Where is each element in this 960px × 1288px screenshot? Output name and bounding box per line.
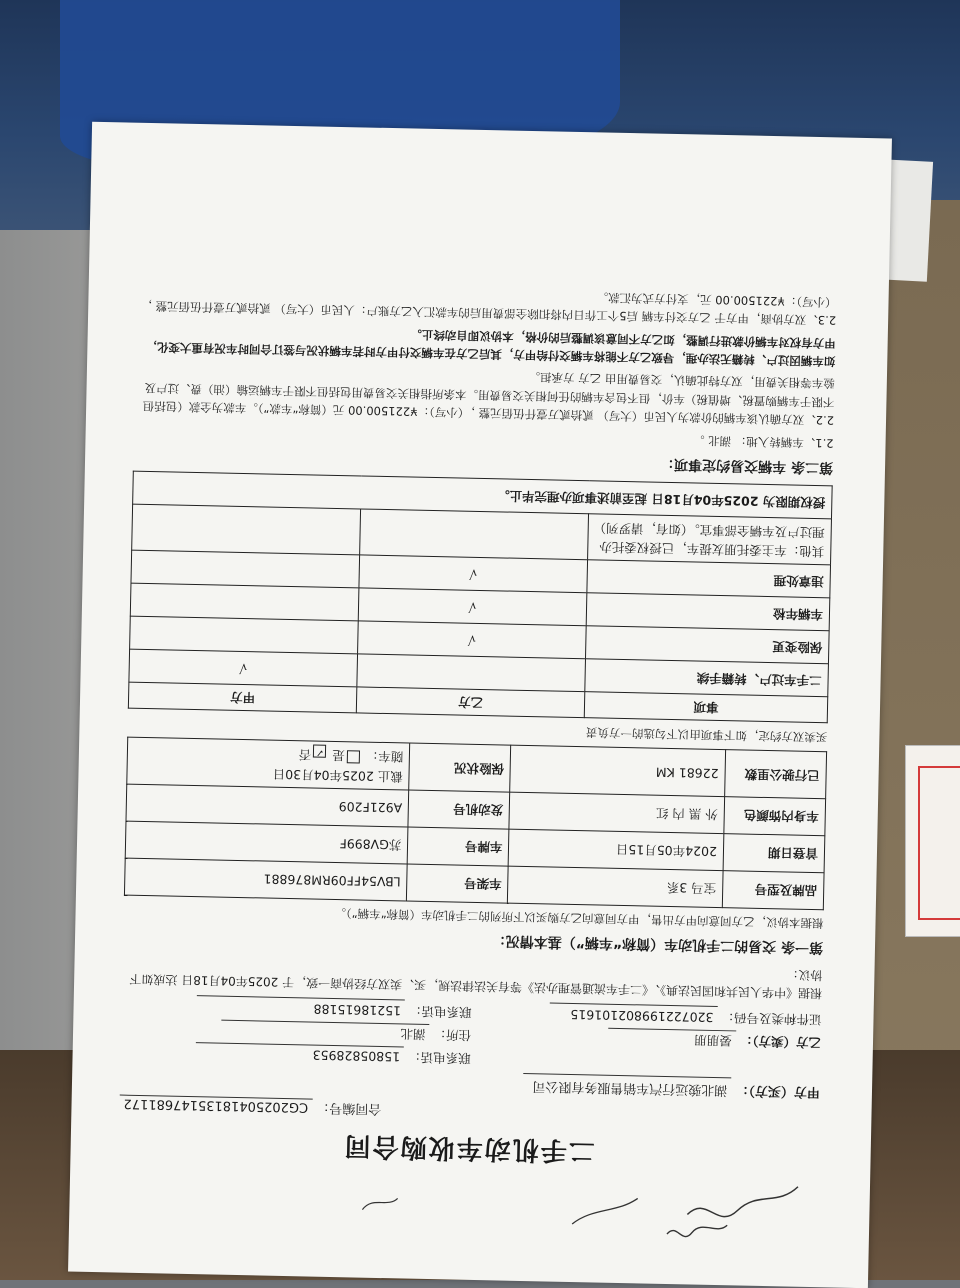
vehicle-brand-label: 品牌及型号 bbox=[722, 870, 824, 909]
party-b-address-label: 住所： bbox=[433, 1027, 472, 1043]
insurance-value: 截止 2025年04月30日 bbox=[272, 766, 403, 785]
duty-b-mark: √ bbox=[358, 621, 587, 659]
plate-label: 车牌号 bbox=[408, 827, 510, 866]
duty-b-mark: √ bbox=[358, 588, 587, 626]
duties-head-b: 乙方 bbox=[356, 687, 585, 718]
duties-table bbox=[128, 471, 833, 724]
duties-head-a: 甲方 bbox=[128, 682, 357, 713]
first-registration-label: 首登日期 bbox=[723, 833, 825, 872]
engine-no-label: 发动机号 bbox=[408, 790, 510, 829]
party-b-phone-label: 联系电话： bbox=[408, 1003, 472, 1020]
contract-paper bbox=[68, 122, 892, 1288]
party-b-address: 湖北 bbox=[221, 1019, 429, 1044]
duty-a-mark: √ bbox=[129, 649, 358, 687]
party-b-phone: 15218615188 bbox=[197, 995, 405, 1020]
duties-head-item: 事项 bbox=[584, 692, 827, 723]
vin-value: LBV54FF09RM876881 bbox=[124, 858, 407, 901]
vehicle-info-table bbox=[124, 737, 827, 910]
party-b-name: 晏朋朋 bbox=[608, 1027, 736, 1050]
duty-a-mark bbox=[130, 583, 359, 621]
article-1-title: 第一条 交易的二手机动车（简称“车辆”）基本情况： bbox=[491, 932, 824, 956]
duty-item: 二手车过户、转籍手续 bbox=[585, 659, 829, 697]
first-registration-value: 2024年05月15日 bbox=[508, 829, 723, 870]
contract-title: 二手机动车收购合同 bbox=[342, 1130, 596, 1166]
insurance-label: 保险状况 bbox=[409, 743, 511, 791]
vehicle-brand-value: 宝马 3系 bbox=[508, 866, 723, 907]
contract-number-label: 合同编号： bbox=[316, 1099, 382, 1116]
party-b-label: 乙方（卖方）： bbox=[739, 1033, 822, 1051]
duty-item: 保险变更 bbox=[586, 626, 830, 664]
party-a-phone-label: 联系电话： bbox=[407, 1049, 471, 1067]
checkbox-no-label: 否 bbox=[298, 747, 312, 763]
checkbox-yes bbox=[347, 750, 360, 763]
mileage-value: 22681 KM bbox=[510, 745, 726, 796]
contract-number-value: CG20250418135147681172 bbox=[119, 1094, 312, 1114]
duty-a-mark bbox=[131, 550, 360, 588]
duty-b-mark bbox=[357, 654, 586, 692]
party-a-name: 湖北骏远行汽车销售服务有限公司 bbox=[523, 1073, 731, 1098]
contract-document bbox=[68, 122, 892, 1288]
party-a-label: 甲方（买方）： bbox=[735, 1081, 821, 1099]
vin-label: 车架号 bbox=[407, 864, 509, 903]
duty-a-mark bbox=[132, 504, 361, 555]
article-2-title: 第二条 车辆交易约定事项： bbox=[660, 456, 834, 476]
duty-item-other: 其他：车主委托朋友提车，已授权委托办理过户及车辆全部事宜。（如有，请罗列） bbox=[588, 514, 832, 565]
duty-b-mark bbox=[360, 509, 589, 560]
clause-vehicle-condition: 如车辆因过户、转籍无法办理，导致乙方不能将车辆交付给甲方，其后乙方在车辆交付甲方时若车辆状况与签订合同时车况有重大变化，甲方有权对车辆价款进行调整，如乙方不同意该调整后的价格，本协议即自动终止。 bbox=[145, 327, 836, 369]
clause-2-2: 2.2、双方确认该车辆的价款为人民币（大写） 贰拾贰万壹仟伍佰元整 ，（小写）：¥221500.00 元（简称“车款”）。车款为全款（包括但不限于车辆购置税、增值税）车价，但不包含车辆的任何相关交易费用。本条所指相关交易费用包括但不限于车辆运输（油）费、过户及验车等相关费用，双方特此确认，交易费用由 乙方 方承担。 bbox=[142, 370, 835, 428]
insurance-value-cell bbox=[127, 737, 410, 789]
clause-2-1: 2.1、车辆转入地： 湖北 。 bbox=[692, 433, 834, 450]
duty-a-mark bbox=[130, 616, 359, 654]
checkbox-no: ✓ bbox=[313, 745, 326, 758]
stamped-paper-scrap bbox=[905, 745, 960, 937]
engine-no-value: A921F209 bbox=[126, 784, 409, 827]
duties-note: 买卖双方约定，如下事项由以下勾选的一方负责 bbox=[585, 725, 828, 745]
duty-item: 违章处理 bbox=[587, 560, 831, 598]
party-a-phone: 15805828953 bbox=[196, 1042, 404, 1067]
party-b-id: 320722199802101615 bbox=[549, 1003, 717, 1027]
mileage-label: 已行驶公里数 bbox=[725, 750, 827, 798]
duty-item: 车辆年检 bbox=[586, 593, 830, 631]
plate-value: 苏GV899F bbox=[125, 821, 408, 864]
transfer-label: 随车： bbox=[365, 748, 404, 765]
color-label: 车身内饰颜色 bbox=[724, 796, 826, 835]
party-b-id-label: 证件种类及号码： bbox=[721, 1009, 822, 1027]
contract-intro: 根据《中华人民共和国民法典》、《二手车流通管理办法》等有关法律法规，买、卖双方经协商一致，于 2025年04月18日 达成如下协议： bbox=[129, 967, 823, 1001]
authorization-deadline: 授权期限为 2025年04月18日 起至前述事项办理完毕止。 bbox=[133, 471, 833, 519]
duty-b-mark: √ bbox=[359, 555, 588, 593]
clause-2-3: 2.3、双方协商，甲方于 乙方交付车辆 后5个工作日内将扣除全部费用后的车款汇入乙方账户：人民币（大写） 贰拾贰万壹仟伍佰元整 ，（小写）：¥221500.00 元，支付方式为汇款。 bbox=[140, 290, 837, 328]
checkbox-yes-label: 是 bbox=[332, 748, 345, 764]
handwritten-signatures bbox=[117, 1163, 818, 1248]
color-value: 外 黑 内 红 bbox=[509, 792, 724, 833]
article-1-note: 根据本协议，乙方同意向甲方出售，甲方同意向乙方购买以下所列的二手机动车（简称“车辆”）。 bbox=[334, 906, 824, 931]
